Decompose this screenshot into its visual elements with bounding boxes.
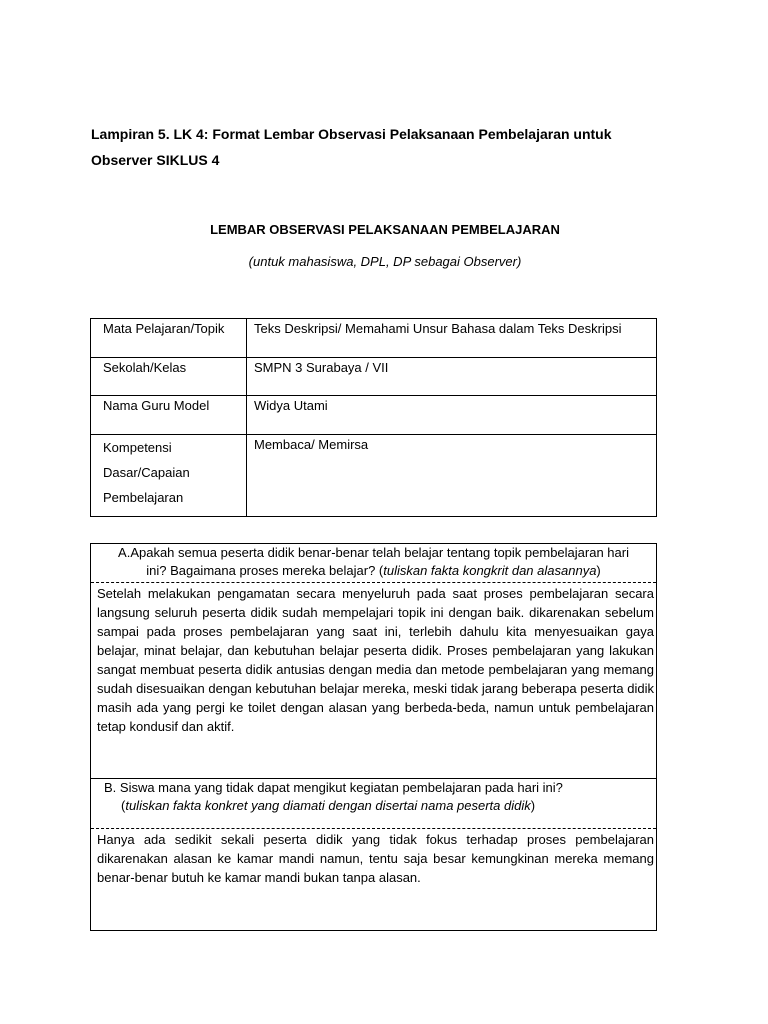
table-row — [91, 319, 657, 358]
info-label-text: Dasar/Capaian — [103, 465, 190, 480]
appendix-heading-line-1: Lampiran 5. LK 4: Format Lembar Observasi Pelaksanaan Pembelajaran untuk — [91, 126, 612, 142]
info-label — [91, 396, 247, 435]
question-b — [91, 779, 656, 815]
info-value-text: Widya Utami — [254, 398, 328, 413]
info-label-text: Mata Pelajaran/Topik — [103, 321, 225, 336]
info-label-text: Sekolah/Kelas — [103, 360, 187, 375]
info-value-text: SMPN 3 Surabaya / VII — [254, 360, 389, 375]
sheet-title: LEMBAR OBSERVASI PELAKSANAAN PEMBELAJARAN — [210, 222, 560, 237]
info-label-text: Nama Guru Model — [103, 398, 210, 413]
question-b-instruction: tuliskan fakta konkret yang diamati dengan disertai nama peserta didik — [125, 798, 531, 813]
question-b-open: ( — [121, 798, 126, 813]
question-a-line-2 — [91, 562, 656, 580]
info-value-text: Membaca/ Memirsa — [254, 437, 369, 452]
info-label — [91, 319, 247, 358]
table-row — [91, 435, 657, 517]
dashed-divider — [91, 582, 656, 583]
info-table — [90, 318, 657, 517]
table-row — [91, 358, 657, 396]
table-row — [91, 396, 657, 435]
info-label — [91, 435, 247, 517]
info-value — [247, 396, 657, 435]
sheet-subtitle: (untuk mahasiswa, DPL, DP sebagai Observer) — [248, 254, 522, 269]
observation-questions-box — [90, 543, 657, 931]
info-label — [91, 358, 247, 396]
question-b-line-1: B. Siswa mana yang tidak dapat mengikut kegiatan pembelajaran pada hari ini? — [104, 780, 563, 795]
question-b-line-2 — [91, 797, 656, 815]
dashed-divider — [91, 828, 656, 829]
info-label-text: Pembelajaran — [103, 490, 184, 505]
question-a-line-1: A.Apakah semua peserta didik benar-benar telah belajar tentang topik pembelajaran hari — [118, 545, 629, 560]
answer-b: Hanya ada sedikit sekali peserta didik yang tidak fokus terhadap proses pembelajaran dikarenakan alasan ke kamar mandi namun, tentu saja besar kemungkinan mereka memang benar-benar butuh ke kamar mandi bukan tanpa alasan. — [97, 832, 654, 885]
info-value — [247, 358, 657, 396]
appendix-heading — [91, 121, 691, 173]
info-value — [247, 319, 657, 358]
question-a-close: ) — [596, 563, 601, 578]
question-a-text: ini? Bagaimana proses mereka belajar? ( — [146, 563, 384, 578]
appendix-heading-line-2: Observer SIKLUS 4 — [91, 152, 220, 168]
question-a-instruction: tuliskan fakta kongkrit dan alasannya — [383, 563, 597, 578]
info-value-text: Teks Deskripsi/ Memahami Unsur Bahasa dalam Teks Deskripsi — [254, 321, 622, 336]
question-b-close: ) — [530, 798, 536, 813]
info-label-text: Kompetensi — [103, 440, 172, 455]
question-a — [91, 544, 656, 580]
answer-a: Setelah melakukan pengamatan secara menyeluruh pada saat proses pembelajaran secara langsung seluruh peserta didik sudah mempelajari topik ini dengan baik. dikarenakan sebelum sampai pada proses pembelajaran yang saat ini, terlebih dahulu kita menyesuaikan gaya belajar, minat belajar, dan kebutuhan belajar peserta didik. Proses pembelajaran yang lakukan sangat membuat peserta didik antusias dengan media dan metode pembelajaran yang memang sudah disesuaikan dengan kebutuhan belajar mereka, meski tidak jarang beberapa peserta didik masih ada yang pergi ke toilet dengan alasan yang berbeda-beda, namun untuk pembelajaran tetap kondusif dan aktif. — [97, 586, 654, 734]
info-value — [247, 435, 657, 517]
